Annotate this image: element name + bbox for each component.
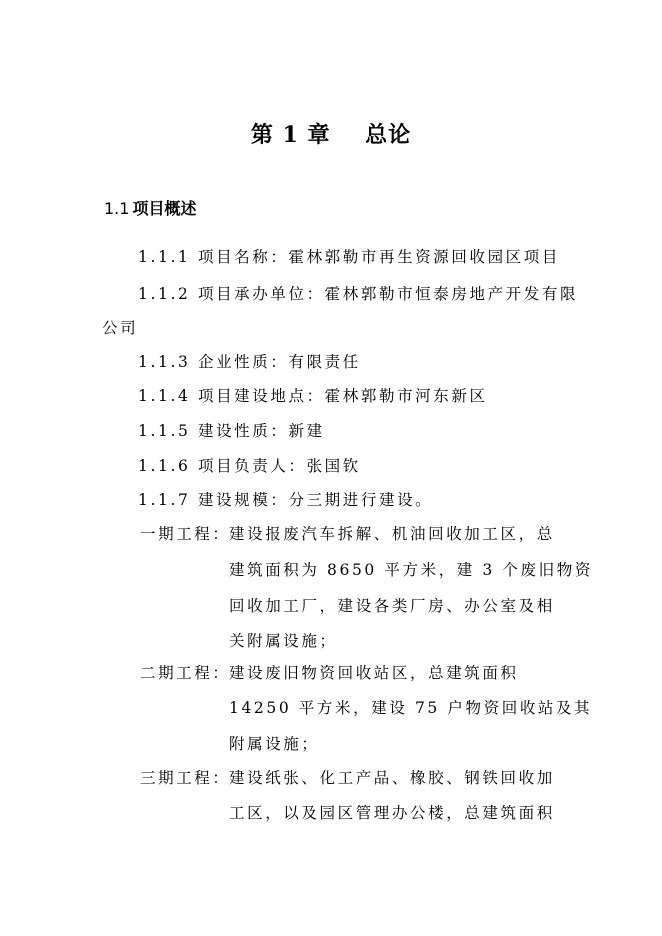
phase-three-line: 建设纸张、化工产品、橡胶、钢铁回收加 bbox=[229, 769, 555, 787]
item-construction-site: 1.1.4 项目建设地点：霍林郭勒市河东新区 bbox=[138, 387, 488, 405]
item-undertaking-unit-continued: 公司 bbox=[102, 319, 139, 337]
section-number: 1.1 bbox=[104, 199, 130, 218]
phase-two-label: 二期工程： bbox=[140, 664, 231, 682]
item-construction-scale: 1.1.7 建设规模：分三期进行建设。 bbox=[138, 491, 434, 509]
item-enterprise-nature: 1.1.3 企业性质：有限责任 bbox=[138, 353, 361, 371]
item-construction-nature: 1.1.5 建设性质：新建 bbox=[138, 422, 325, 440]
chapter-title: 第 1 章 总论 bbox=[250, 122, 412, 148]
phase-three-line: 工区，以及园区管理办公楼，总建筑面积 bbox=[229, 804, 555, 822]
phase-three-label: 三期工程： bbox=[140, 769, 231, 787]
phase-one-label: 一期工程： bbox=[140, 525, 231, 543]
phase-one-line: 建筑面积为 8650 平方米，建 3 个废旧物资 bbox=[229, 561, 593, 579]
phase-one-line: 关附属设施； bbox=[229, 632, 338, 650]
phase-two-line: 14250 平方米，建设 75 户物资回收站及其 bbox=[229, 699, 593, 717]
item-project-name: 1.1.1 项目名称：霍林郭勒市再生资源回收园区项目 bbox=[138, 248, 560, 266]
phase-two-line: 建设废旧物资回收站区，总建筑面积 bbox=[229, 664, 519, 682]
phase-two-line: 附属设施； bbox=[229, 735, 320, 753]
phase-one-line: 建设报废汽车拆解、机油回收加工区，总 bbox=[229, 525, 555, 543]
item-undertaking-unit: 1.1.2 项目承办单位：霍林郭勒市恒泰房地产开发有限 bbox=[138, 285, 579, 303]
section-heading bbox=[104, 196, 196, 219]
item-project-leader: 1.1.6 项目负责人：张国钦 bbox=[138, 457, 361, 475]
phase-one-line: 回收加工厂，建设各类厂房、办公室及相 bbox=[229, 597, 555, 615]
section-title: 项目概述 bbox=[132, 199, 197, 218]
